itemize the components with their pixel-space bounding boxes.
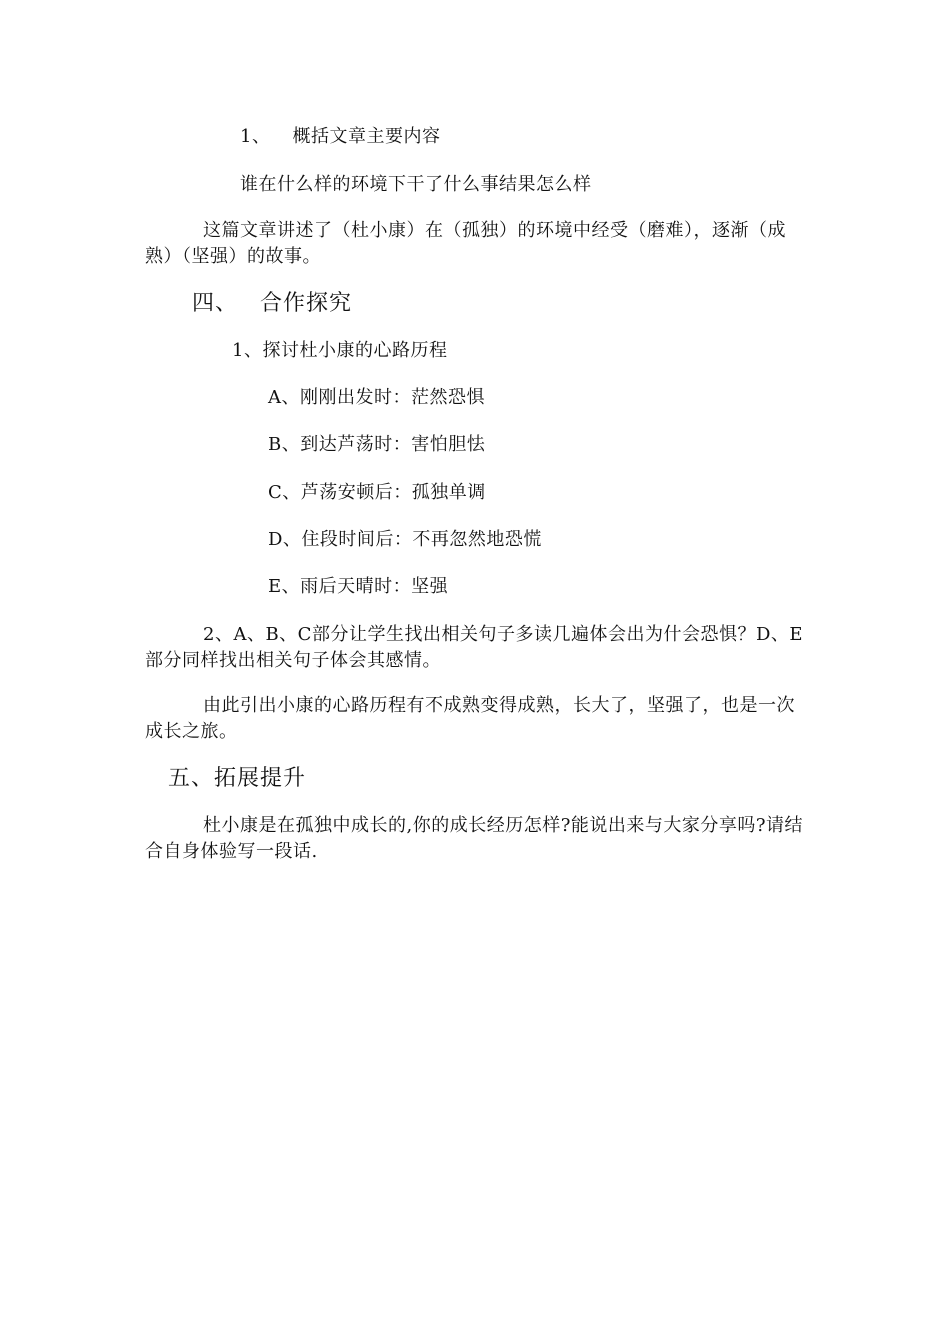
- summary-paragraph: 这篇文章讲述了（杜小康）在（孤独）的环境中经受（磨难），逐渐（成熟）（坚强）的故事。: [145, 220, 786, 267]
- section-5-heading: 五、拓展提升: [168, 766, 307, 791]
- stage-item: E、雨后天晴时：坚强: [268, 576, 449, 597]
- section-4-heading: [192, 289, 352, 319]
- item-1-title: 概括文章主要内容: [292, 126, 441, 147]
- item-1-number: 1、: [240, 126, 271, 147]
- guide-question: 谁在什么样的环境下干了什么事结果怎么样: [240, 174, 592, 195]
- section-4-number: 四、: [192, 291, 239, 316]
- stage-item: D、住段时间后：不再忽然地恐慌: [268, 529, 542, 550]
- stage-item: C、芦荡安顿后：孤独单调: [268, 482, 486, 503]
- section-5-paragraph: 杜小康是在孤独中成长的,你的成长经历怎样?能说出来与大家分享吗?请结合自身体验写一段话.: [145, 815, 804, 862]
- paragraph-2: 2、A、B、C部分让学生找出相关句子多读几遍体会出为什会恐惧？D、E部分同样找出相关句子体会其感情。: [145, 624, 804, 671]
- stage-item: B、到达芦荡时：害怕胆怯: [268, 434, 486, 455]
- item-1-heading: [240, 124, 440, 150]
- sub-item-1: 1、探讨杜小康的心路历程: [232, 340, 448, 361]
- section-4-title: 合作探究: [260, 291, 353, 316]
- paragraph-3: 由此引出小康的心路历程有不成熟变得成熟，长大了，坚强了，也是一次成长之旅。: [145, 695, 795, 742]
- stage-item: A、刚刚出发时：茫然恐惧: [268, 387, 485, 408]
